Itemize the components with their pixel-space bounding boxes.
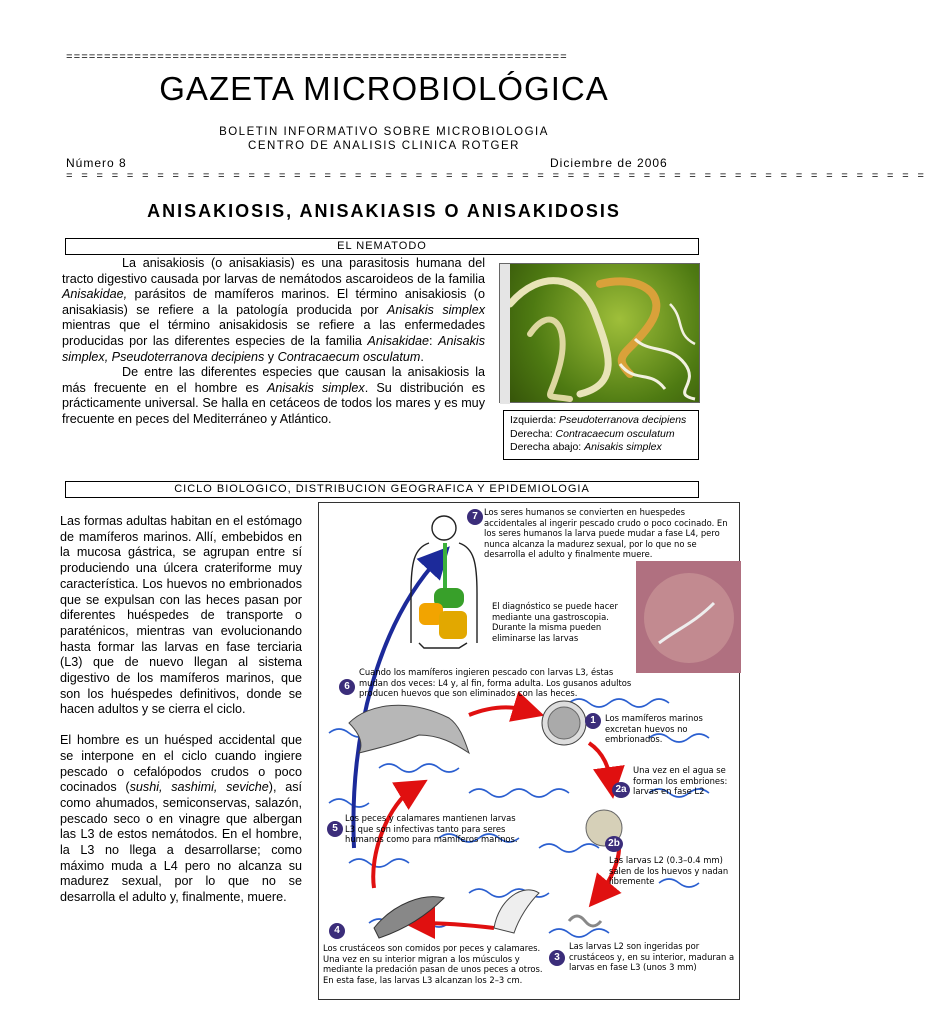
ciclo-paragraph-1: Las formas adultas habitan en el estómago de mamíferos marinos. Allí, embebidos en la mucosa gástrica, se agrupan entre sí produciendo una úlcera crateriforme muy característica. Los huevos no embrionados que se expulsan con las heces pasan por diferentes huéspedes de transporte o paraténicos, mientras van evolucionando hasta formar las larvas en fase terciaria (L3) que de nuevo llegan al sistema digestivo de los mamíferos marinos, que son los huéspedes definitivos, donde se hacen adultos y se cierra el ciclo. <box>60 514 302 717</box>
ciclo-text <box>60 514 302 906</box>
step-7-text: Los seres humanos se convierten en huespedes accidentales al ingerir pescado crudo o poco cocinado. En los seres humanos la larva puede mudar a fase L4, pero nunca alcanza la madurez sexual, por lo que no se desarrolla el adulto y finalmente muere. <box>484 507 728 559</box>
step-5-badge: 5 <box>327 821 343 837</box>
newsletter-subtitle: BOLETIN INFORMATIVO SOBRE MICROBIOLOGIA <box>219 126 549 138</box>
photo-caption <box>503 410 699 460</box>
nematode-larvae-photo <box>499 263 700 403</box>
step-6-text: Cuando los mamíferos ingieren pescado con larvas L3, éstas mudan dos veces: L4 y, al fin, forma adulta. Los gusanos adultos producen huevos que son eliminados con las heces. <box>359 667 632 698</box>
step-1-text: Los mamíferos marinos excretan huevos no embrionados. <box>605 713 703 744</box>
step-6-badge: 6 <box>339 679 355 695</box>
caption-line-right: Derecha: Contracaecum osculatum <box>510 427 675 440</box>
section-heading-nematodo: EL NEMATODO <box>65 238 699 255</box>
step-4-badge: 4 <box>329 923 345 939</box>
step-5-text: Los peces y calamares mantienen larvas L3 que son infectivas tanto para seres humanos como para mamíferos marinos. <box>345 813 518 844</box>
life-cycle-diagram <box>318 502 740 1000</box>
issue-number: Número 8 <box>66 156 127 170</box>
step-7-badge: 7 <box>467 509 483 525</box>
step-2a-text: Una vez en el agua se forman los embriones: larvas en fase L2 <box>633 765 728 796</box>
step-4-text: Los crustáceos son comidos por peces y calamares. Una vez en su interior migran a los músculos y mediante la predación pasan de unos peces a otros. En esta fase, las larvas L3 alcanzan los 2–3 cm. <box>323 943 543 985</box>
step-1-badge: 1 <box>585 713 601 729</box>
top-rule: ================================================================== <box>66 52 568 64</box>
caption-line-left: Izquierda: Pseudoterranova decipiens <box>510 414 687 426</box>
masthead-rule: = = = = = = = = = = = = = = = = = = = = = = = = = = = = = = = = = = = = = = = = = = = = = = = = = = = = = = = = = <box>66 171 925 183</box>
issue-date: Diciembre de 2006 <box>550 156 668 170</box>
step-3-badge: 3 <box>549 950 565 966</box>
newsletter-title: GAZETA MICROBIOLÓGICA <box>159 70 609 107</box>
diagnosis-text: El diagnóstico se puede hacer mediante una gastroscopia. Durante la misma pueden eliminarse las larvas <box>492 601 618 643</box>
caption-line-bottom-right: Derecha abajo: Anisakis simplex <box>510 441 662 453</box>
step-3-text: Las larvas L2 son ingeridas por crustáceos y, en su interior, maduran a larvas en fase L3 (unos 3 mm) <box>569 941 735 972</box>
section-heading-ciclo: CICLO BIOLOGICO, DISTRIBUCION GEOGRAFICA Y EPIDEMIOLOGIA <box>65 481 699 498</box>
newsletter-organization: CENTRO DE ANALISIS CLINICA ROTGER <box>248 140 520 152</box>
step-2b-text: Las larvas L2 (0.3–0.4 mm) salen de los huevos y nadan libremente <box>609 855 729 886</box>
nematodo-paragraph-2: De entre las diferentes especies que causan la anisakiosis la más frecuente en el hombre es Anisakis simplex. Su distribución es prácticamente universal. Se halla en cetáceos de todos los mares y es muy frecuente en peces del Mediterráneo y Atlántico. <box>62 365 486 426</box>
ciclo-paragraph-2: El hombre es un huésped accidental que se interpone en el ciclo cuando ingiere pescado o cefalópodos crudos o poco cocinados (sushi, sashimi, seviche), así como ahumados, semiconservas, salazón, pescado seco o en vinagre que albergan las L3 de estos nemátodos. En el hombre, la L3 no llega a desarrollarse; como máximo muda a L4 pero no alcanza su madurez sexual, por lo que no se desarrolla el adulto y, finalmente, muere. <box>60 733 302 905</box>
step-2b-badge: 2b <box>605 836 623 852</box>
life-cycle-artwork <box>319 503 741 1001</box>
step-2a-badge: 2a <box>612 782 630 798</box>
article-title: ANISAKIOSIS, ANISAKIASIS O ANISAKIDOSIS <box>147 201 621 221</box>
nematodo-paragraph-1: La anisakiosis (o anisakiasis) es una parasitosis humana del tracto digestivo causada por larvas de nemátodos ascaroideos de la familia Anisakidae, parásitos de mamíferos marinos. El término anisakiosis (o anisakiasis) se refiere a la patología producida por Anisakis simplex mientras que el término anisakidosis se refiere a las enfermedades producidas por las diferentes especies de la familia Anisakidae: Anisakis simplex, Pseudoterranova decipiens y Contracaecum osculatum. <box>62 256 486 364</box>
nematodo-text <box>62 256 485 428</box>
